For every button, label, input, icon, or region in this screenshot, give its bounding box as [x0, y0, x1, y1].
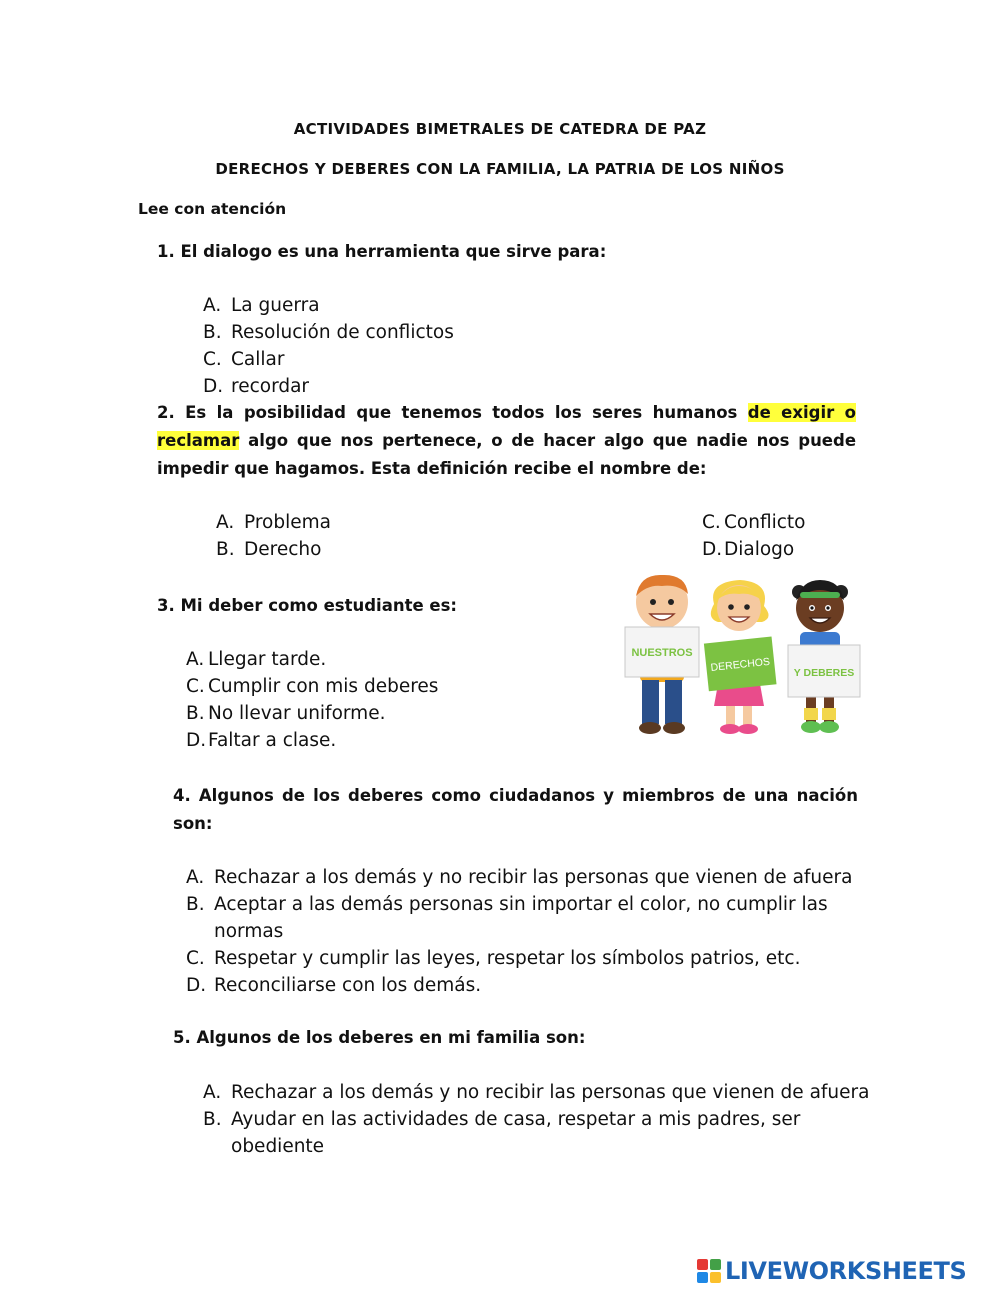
option-d[interactable]: D. recordar	[203, 376, 310, 397]
option-a[interactable]: A. La guerra	[203, 295, 320, 316]
question-2-line-3: impedir que hagamos. Esta definición recibe el nombre de:	[157, 459, 707, 478]
logo-tile	[697, 1259, 708, 1270]
question-2	[157, 399, 856, 483]
option-b[interactable]: B. Derecho	[216, 539, 322, 560]
option-a[interactable]: A. Rechazar a los demás y no recibir las personas que vienen de afuera	[203, 1082, 870, 1103]
option-a[interactable]: A. Rechazar a los demás y no recibir las personas que vienen de afuera	[186, 867, 853, 888]
option-b[interactable]: B. Resolución de conflictos	[203, 322, 454, 343]
question-2-line-1: 2. Es la posibilidad que tenemos todos los seres humanos de exigir o	[157, 403, 857, 422]
option-c[interactable]: C. Callar	[203, 349, 285, 370]
logo-tile	[697, 1272, 708, 1283]
logo-tile	[710, 1259, 721, 1270]
question-5-options	[203, 1079, 869, 1160]
question-number: 1.	[157, 242, 175, 261]
logo-text: LIVEWORKSHEETS	[725, 1257, 967, 1285]
sign-nuestros	[625, 627, 699, 677]
question-4-options	[186, 864, 852, 999]
option-a[interactable]: A. Llegar tarde.	[186, 649, 327, 670]
svg-text:Y DEBERES: Y DEBERES	[793, 667, 855, 679]
option-c[interactable]: C. Respetar y cumplir las leyes, respetar los símbolos patrios, etc.	[186, 948, 801, 969]
question-text: Algunos de los deberes en mi familia son:	[196, 1028, 586, 1047]
sign-derechos	[704, 636, 777, 691]
option-d[interactable]: D. Faltar a clase.	[186, 730, 337, 751]
highlight: de exigir o	[747, 403, 857, 422]
question-4-line-2: son:	[173, 814, 213, 833]
option-d[interactable]: D. Dialogo	[702, 539, 795, 560]
question-4-line-1: 4. Algunos de los deberes como ciudadanos y miembros de una nación	[173, 786, 858, 805]
question-4	[173, 782, 858, 838]
liveworksheets-logo	[697, 1256, 966, 1286]
question-1-options	[203, 292, 454, 400]
instruction-text: Lee con atención	[138, 200, 287, 218]
sign-y-deberes	[788, 645, 860, 697]
option-c[interactable]: C. Conflicto	[702, 512, 806, 533]
option-b[interactable]: B. No llevar uniforme.	[186, 703, 386, 724]
question-5	[173, 1028, 585, 1047]
question-text: Mi deber como estudiante es:	[180, 596, 458, 615]
kids-rights-illustration	[622, 572, 864, 738]
question-1	[157, 242, 606, 261]
question-2-options-right	[702, 509, 806, 563]
worksheet-subtitle: DERECHOS Y DEBERES CON LA FAMILIA, LA PATRIA DE LOS NIÑOS	[215, 160, 785, 178]
question-number: 5.	[173, 1028, 191, 1047]
logo-tiles-icon	[697, 1259, 721, 1283]
option-b[interactable]: B. Aceptar a las demás personas sin importar el color, no cumplir las	[186, 894, 828, 915]
question-3-options	[186, 646, 438, 754]
question-text: El dialogo es una herramienta que sirve para:	[180, 242, 607, 261]
worksheet-title: ACTIVIDADES BIMETRALES DE CATEDRA DE PAZ	[293, 120, 707, 138]
question-number: 3.	[157, 596, 175, 615]
question-2-line-2: reclamar algo que nos pertenece, o de hacer algo que nadie nos puede	[157, 431, 857, 450]
option-b-continued: normas	[214, 921, 284, 942]
logo-tile	[710, 1272, 721, 1283]
question-2-options-left	[216, 509, 331, 563]
option-b-continued: obediente	[231, 1136, 325, 1157]
highlight: reclamar	[157, 431, 240, 450]
option-b[interactable]: B. Ayudar en las actividades de casa, respetar a mis padres, ser	[203, 1109, 801, 1130]
svg-text:DERECHOS: DERECHOS	[710, 655, 771, 674]
option-c[interactable]: C. Cumplir con mis deberes	[186, 676, 439, 697]
option-d[interactable]: D. Reconciliarse con los demás.	[186, 975, 482, 996]
option-a[interactable]: A. Problema	[216, 512, 331, 533]
question-3	[157, 596, 457, 615]
svg-text:NUESTROS: NUESTROS	[631, 647, 693, 659]
